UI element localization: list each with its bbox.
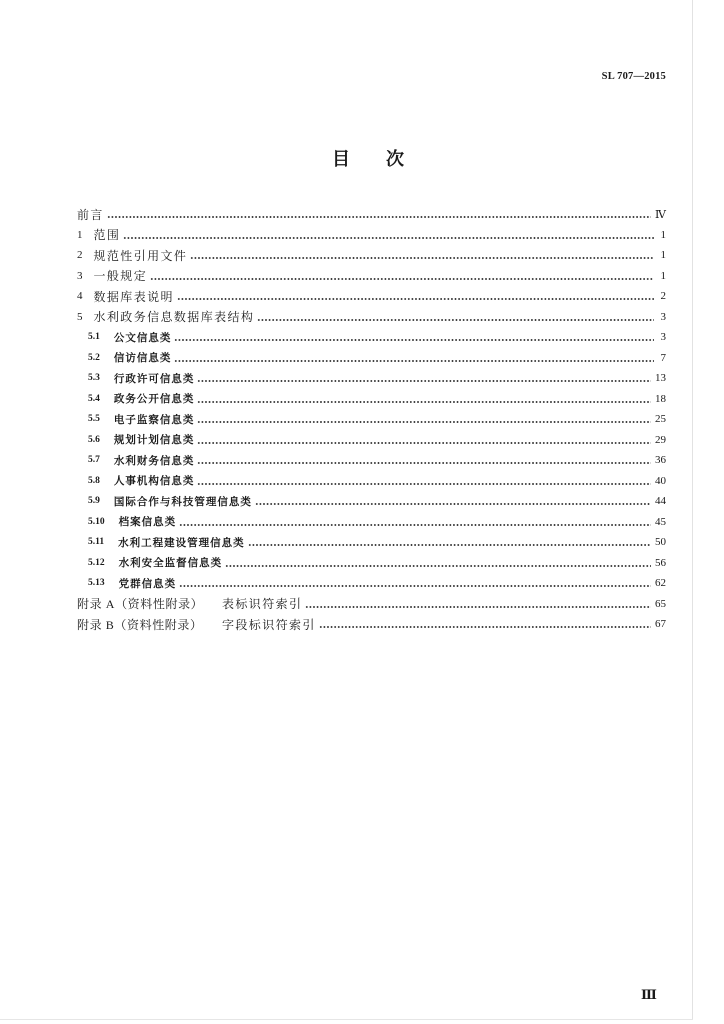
- toc-entry-page: 29: [655, 433, 666, 446]
- toc-entry-page: 45: [655, 515, 666, 528]
- toc-entry: [77, 307, 666, 328]
- toc-entry-number: 5.2: [88, 352, 100, 363]
- toc-entry: [88, 471, 666, 492]
- toc-entry-page: 40: [655, 474, 666, 487]
- toc-entry: [77, 286, 666, 307]
- toc-entry-page: 65: [655, 597, 666, 610]
- dot-leader: [107, 208, 651, 220]
- toc-entry: [88, 409, 666, 430]
- dot-leader: [255, 495, 651, 507]
- toc-entry-title: 水利安全监督信息类: [118, 558, 223, 570]
- dot-leader: [319, 618, 651, 630]
- toc-entry-title: 规划计划信息类: [113, 435, 195, 447]
- toc-entry: [88, 430, 666, 451]
- toc-entry-number: 3: [77, 269, 83, 282]
- toc-entry-title: 表标识符索引: [222, 597, 303, 612]
- toc-entry-title: 信访信息类: [113, 353, 172, 365]
- dot-leader: [179, 516, 651, 528]
- toc-entry-number: 5.4: [88, 393, 100, 404]
- toc-entry-page: 62: [655, 577, 666, 590]
- toc-entry-title: 党群信息类: [118, 578, 177, 590]
- toc-entry: [77, 225, 666, 246]
- dot-leader: [150, 270, 654, 282]
- toc-entry-number: 5.1: [88, 332, 100, 343]
- toc-entry-page: 36: [655, 454, 666, 467]
- toc-entry-title: 公文信息类: [113, 332, 172, 344]
- toc-entry-number: 附录 B（资料性附录）: [77, 617, 203, 632]
- toc-entry-number: 附录 A（资料性附录）: [77, 597, 204, 612]
- footer-page-number: Ⅲ: [641, 987, 657, 1002]
- toc-entry-page: 1: [660, 269, 666, 282]
- toc-entry-page: 13: [655, 372, 666, 385]
- dot-leader: [225, 557, 651, 569]
- dot-leader: [197, 393, 651, 405]
- toc-entry-title: 一般规定: [93, 269, 148, 284]
- toc-entry: [88, 327, 666, 348]
- toc-entry-number: 5.9: [88, 496, 100, 507]
- toc-entry-title: 规范性引用文件: [93, 248, 188, 263]
- dot-leader: [197, 454, 651, 466]
- toc-entry: [77, 204, 666, 225]
- toc-entry: [88, 368, 666, 389]
- toc-entry-title: 字段标识符索引: [222, 617, 316, 632]
- toc-entry-number: 5.12: [88, 557, 105, 568]
- toc-entry-number: 5.10: [88, 516, 105, 527]
- toc-entry-number: 5.6: [88, 434, 100, 445]
- toc-entry-page: 3: [660, 310, 666, 323]
- toc-entry-page: 25: [655, 413, 666, 426]
- dot-leader: [174, 352, 654, 364]
- toc-entry-page: 56: [655, 556, 666, 569]
- toc-entry: [88, 532, 666, 553]
- toc-entry-number: 1: [77, 228, 83, 241]
- toc-entry: [88, 512, 666, 533]
- dot-leader: [174, 331, 654, 343]
- dot-leader: [123, 229, 654, 241]
- toc-entry-title: 人事机构信息类: [113, 476, 195, 488]
- toc-entry-title: 档案信息类: [118, 517, 177, 529]
- toc-entry-page: 50: [655, 536, 666, 549]
- toc-entry-page: 7: [660, 351, 666, 364]
- dot-leader: [190, 249, 654, 261]
- toc-entry: [88, 553, 666, 574]
- toc-entry-number: 2: [77, 249, 83, 262]
- dot-leader: [248, 536, 651, 548]
- toc-entry-title: 水利财务信息类: [113, 455, 195, 467]
- toc-entry-title: 数据库表说明: [93, 289, 174, 304]
- toc-entry: [88, 573, 666, 594]
- toc-entry-title: 国际合作与科技管理信息类: [113, 496, 252, 508]
- toc-entry-number: 5.5: [88, 414, 100, 425]
- standard-code: SL 707—2015: [601, 71, 666, 82]
- toc-entry-title: 范围: [93, 228, 121, 243]
- page-edge-right: [692, 0, 693, 1020]
- toc-entry-number: 5: [77, 310, 83, 323]
- toc-entry-title: 电子监察信息类: [113, 414, 195, 426]
- toc-entry: [77, 266, 666, 287]
- toc-entry-title: 前言: [77, 207, 104, 222]
- toc-entry-number: 5.8: [88, 475, 100, 486]
- toc-entry: [88, 389, 666, 410]
- dot-leader: [177, 290, 654, 302]
- dot-leader: [257, 311, 654, 323]
- toc-entry: [77, 614, 666, 635]
- dot-leader: [197, 413, 651, 425]
- toc-entry-page: Ⅳ: [655, 208, 666, 221]
- toc-entry-title: 政务公开信息类: [113, 394, 195, 406]
- toc-entry: [88, 348, 666, 369]
- toc-entry-page: 2: [660, 290, 666, 303]
- page-edge-bottom: [0, 1019, 693, 1020]
- toc-entry-title: 水利工程建设管理信息类: [118, 537, 245, 549]
- toc-entry: [77, 594, 666, 615]
- toc-entry-page: 67: [655, 618, 666, 631]
- toc-entry-page: 3: [660, 331, 666, 344]
- toc-entry: [77, 245, 666, 266]
- toc-entry-page: 44: [655, 495, 666, 508]
- toc-entry: [88, 450, 666, 471]
- toc-entry-number: 4: [77, 290, 83, 303]
- table-of-contents: [77, 204, 666, 635]
- toc-entry-number: 5.13: [88, 578, 105, 589]
- toc-entry-number: 5.7: [88, 455, 100, 466]
- toc-entry-number: 5.11: [88, 537, 105, 548]
- toc-entry: [88, 491, 666, 512]
- page-title: 目 次: [332, 149, 404, 169]
- dot-leader: [197, 475, 651, 487]
- dot-leader: [197, 434, 651, 446]
- dot-leader: [305, 598, 651, 610]
- toc-entry-page: 1: [660, 228, 666, 241]
- dot-leader: [197, 372, 651, 384]
- dot-leader: [179, 577, 651, 589]
- toc-entry-number: 5.3: [88, 373, 100, 384]
- toc-entry-title: 水利政务信息数据库表结构: [93, 310, 255, 325]
- toc-entry-page: 1: [660, 249, 666, 262]
- toc-entry-title: 行政许可信息类: [113, 373, 195, 385]
- toc-entry-page: 18: [655, 392, 666, 405]
